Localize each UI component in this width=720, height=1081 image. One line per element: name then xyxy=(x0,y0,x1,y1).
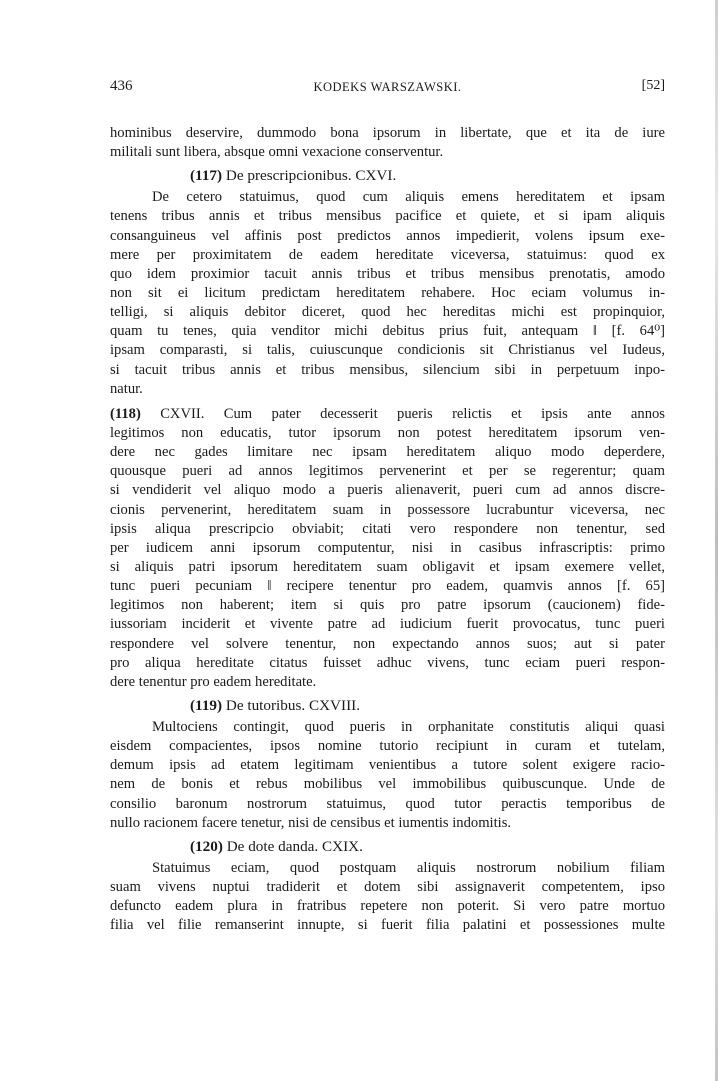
text-line: respondere vel solvere tenentur, non expectando annos suos; aut si pater xyxy=(110,635,665,652)
text-line: tenens tribus annis et tribus mensibus pacifice et quiete, et si ipam aliquis xyxy=(110,208,665,225)
text-line: militali sunt libera, absque omni vexacione conserventur. xyxy=(110,144,444,161)
text-line: quo idem proximior tacuit annis tribus et tribus mensibus prenotatis, amodo xyxy=(110,265,665,282)
text-line: demum ipsis ad etatem legitimam venientibus a tutore solent exigere racio- xyxy=(110,757,665,774)
body-text xyxy=(110,124,665,935)
text-line: suam vivens nuptui tradiderit et dotem sibi assignaverit competentem, ipso xyxy=(110,878,665,895)
text-line: ipsam comparasti, si talis, cuiuscunque condicionis sit Christianus vel Iudeus, xyxy=(110,342,665,359)
section-heading-119 xyxy=(110,695,665,717)
running-title: KODEKS WARSZAWSKI. xyxy=(313,80,462,94)
text-line: ipsis aliqua prescripcio obviabit; citati vero respondere non tenentur, sed xyxy=(110,520,665,537)
section-number: (119) xyxy=(190,696,223,714)
text-line: hominibus deservire, dummodo bona ipsorum in libertate, que et ita de iure xyxy=(110,125,665,141)
text-line: nullo racionem facere tenetur, nisi de censibus et iumentis indomitis. xyxy=(110,814,512,831)
text-line: CXVII. Cum pater decesserit pueris relictis et ipsis ante annos xyxy=(160,405,665,422)
text-line: De cetero statuimus, quod cum aliquis emens hereditatem et ipsam xyxy=(152,189,665,206)
text-line: si vendiderit vel aliquo modo a pueris alienaverit, pueri cum ad annos discre- xyxy=(110,482,665,499)
text-line: eisdem compacientes, ipsos nomine tutorio recipiunt in curam et tutelam, xyxy=(110,738,665,755)
section-number: (117) xyxy=(190,167,223,185)
text-line: non sit ei licitum predictam hereditatem rehabere. Hoc eciam volumus in- xyxy=(110,284,665,301)
text-line: si aliquis patri ipsorum hereditatem suam obligavit et ipsam exemere vellet, xyxy=(110,558,665,575)
section-title: De dote danda. CXIX. xyxy=(226,837,363,855)
text-line: consanguineus vel affinis post predictos annos impedierit, volens ipsum exe- xyxy=(110,227,665,244)
text-line: quousque pueri ad annos legitimos pervenerint et per se regerentur; quam xyxy=(110,463,665,480)
section-118-first-line xyxy=(110,405,665,424)
text-line: nem de bonis et rebus mobilibus vel immobilibus quibuscunque. Unde de xyxy=(110,776,665,793)
text-line: consilio baronum nostrorum statuimus, quod tutor peractis temporibus de xyxy=(110,795,665,812)
text-line: Multociens contingit, quod pueris in orphanitate constitutis aliqui quasi xyxy=(152,718,665,735)
section-heading-120 xyxy=(110,836,665,858)
bracket-page-number: [52] xyxy=(641,78,665,93)
text-line: legitimos non educatis, tutor ipsorum non potest hereditatem ipsorum ven- xyxy=(110,424,665,441)
text-line: tunc pueri pecuniam ‖ recipere tenentur pro eadem, quamvis annos [f. 65] xyxy=(110,578,665,595)
text-line: mere per proximitatem de eadem hereditate viceversa, statuimus: quod ex xyxy=(110,246,665,263)
text-line: pro aliqua hereditate citatus fuisset adhuc vivens, tunc eciam pueri respon- xyxy=(110,654,665,671)
text-line: Statuimus eciam, quod postquam aliquis nostrorum nobilium filiam xyxy=(152,859,665,876)
text-line: dere tenentur pro eadem hereditate. xyxy=(110,673,317,690)
page-number: 436 xyxy=(110,78,133,94)
text-line: iussoriam inciderit et vivente patre ad iudicium fuerit provocatus, tunc pueri xyxy=(110,616,665,633)
text-line: natur. xyxy=(110,380,143,397)
document-page xyxy=(110,0,665,1081)
text-line: telligi, si aliquis debitor diceret, quod hec hereditas michi est propinquior, xyxy=(110,304,665,321)
section-title: De prescripcionibus. CXVI. xyxy=(225,167,397,185)
text-line: cionis pervenerint, hereditatem suam in possessore lucrabuntur viceversa, nec xyxy=(110,501,665,518)
text-line: legitimos non haberent; item si quis pro patre ipsorum (caucionem) fide- xyxy=(110,597,665,614)
section-number: (120) xyxy=(190,837,223,855)
text-line: filia vel filie remanserint innupte, si fuerit filia palatini et possessiones multe xyxy=(110,917,665,934)
text-line: si tacuit tribus annis et tribus mensibus, silencium sibi in perpetuum inpo- xyxy=(110,361,665,378)
scan-edge xyxy=(715,0,718,1081)
section-heading-117 xyxy=(110,165,665,187)
text-line: dere nec gades limitare nec ipsam hereditatem aliquo modo deperdere, xyxy=(110,444,665,461)
section-number: (118) xyxy=(110,405,141,422)
text-line: defuncto eadem plura in fratribus repetere non poterit. Si vero patre mortuo xyxy=(110,898,665,915)
text-line: per iudicem anni ipsorum computentur, nisi in casibus infrascriptis: primo xyxy=(110,539,665,556)
page-header xyxy=(110,78,665,100)
text-line: quam tu tenes, quia venditor michi debitus prius fuit, antequam ‖ [f. 64⁰] xyxy=(110,323,665,340)
section-title: De tutoribus. CXVIII. xyxy=(225,696,360,714)
